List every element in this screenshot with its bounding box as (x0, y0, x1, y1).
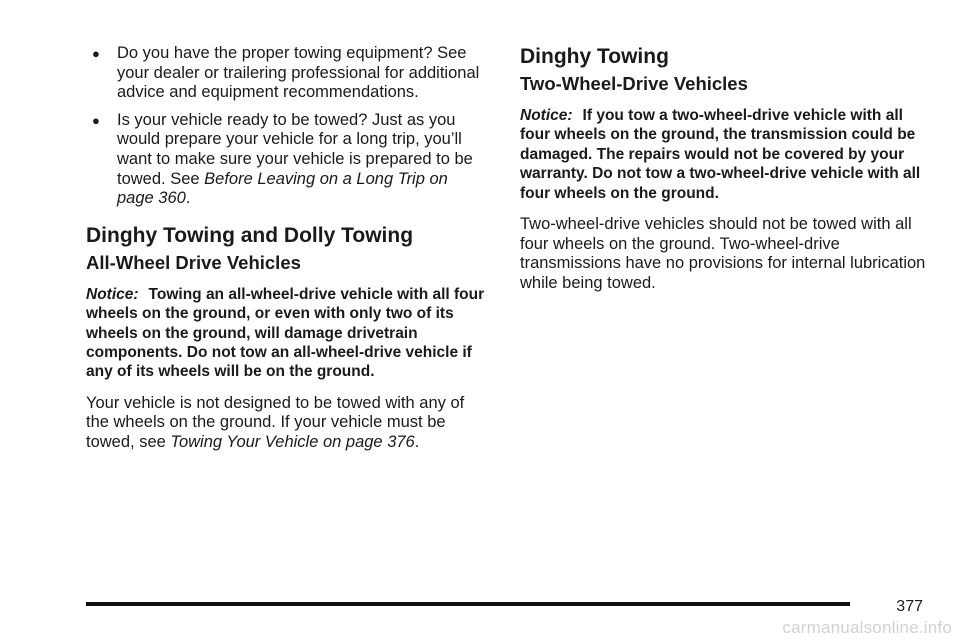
page-number: 377 (896, 598, 923, 615)
body-text-end: . (414, 432, 420, 451)
notice-text: If you tow a two-wheel-drive vehicle with all four wheels on the ground, the transmission could be damaged. The repairs would not be covered by your warranty. Do not tow a two-wheel-drive vehicle with all four wheels on the ground. (520, 107, 921, 202)
bullet-text-end: . (185, 189, 191, 208)
body-text: Your vehicle is not designed to be towed with any of the wheels on the ground. If your vehicle must be towed, see (86, 393, 465, 451)
cross-reference-link[interactable]: Towing Your Vehicle on page 376 (170, 432, 415, 451)
section-title: Dinghy Towing and Dolly Towing (86, 223, 414, 247)
footer-rule (86, 602, 850, 606)
notice-paragraph (520, 106, 928, 203)
body-paragraph: Two-wheel-drive vehicles should not be towed with all four wheels on the ground. Two-wheel-drive transmissions have no provisions for internal lubrication while being towed. (520, 215, 926, 292)
body-paragraph (86, 394, 488, 453)
bullet-text: Is your vehicle ready to be towed? Just as you would prepare your vehicle for a long trip, you’ll want to make sure your vehicle is prepared to be towed. See (117, 110, 473, 188)
cross-reference-link[interactable]: Before Leaving on a Long Trip on page 360 (117, 169, 448, 208)
bullet-icon: ● (92, 46, 100, 61)
notice-paragraph (86, 285, 488, 382)
watermark: carmanualsonline.info (782, 618, 952, 637)
subsection-title: Two-Wheel-Drive Vehicles (520, 73, 748, 94)
subsection-title: All-Wheel Drive Vehicles (86, 251, 301, 273)
notice-text: Towing an all-wheel-drive vehicle with all four wheels on the ground, or even with only two of its wheels on the ground, will damage drivetrain components. Do not tow an all-wheel-drive vehicle if any of its wheels will be on the ground. (86, 285, 485, 381)
bullet-icon: ● (92, 112, 100, 128)
list-item (86, 111, 488, 209)
notice-label: Notice: (520, 107, 573, 124)
notice-label: Notice: (86, 285, 139, 303)
right-column (520, 44, 928, 303)
section-title: Dinghy Towing (520, 45, 669, 68)
checklist (86, 44, 488, 209)
list-item (86, 44, 488, 103)
bullet-text: Do you have the proper towing equipment? See your dealer or trailering professional for additional advice and equipment recommendations. (117, 44, 480, 102)
left-column (86, 44, 488, 463)
